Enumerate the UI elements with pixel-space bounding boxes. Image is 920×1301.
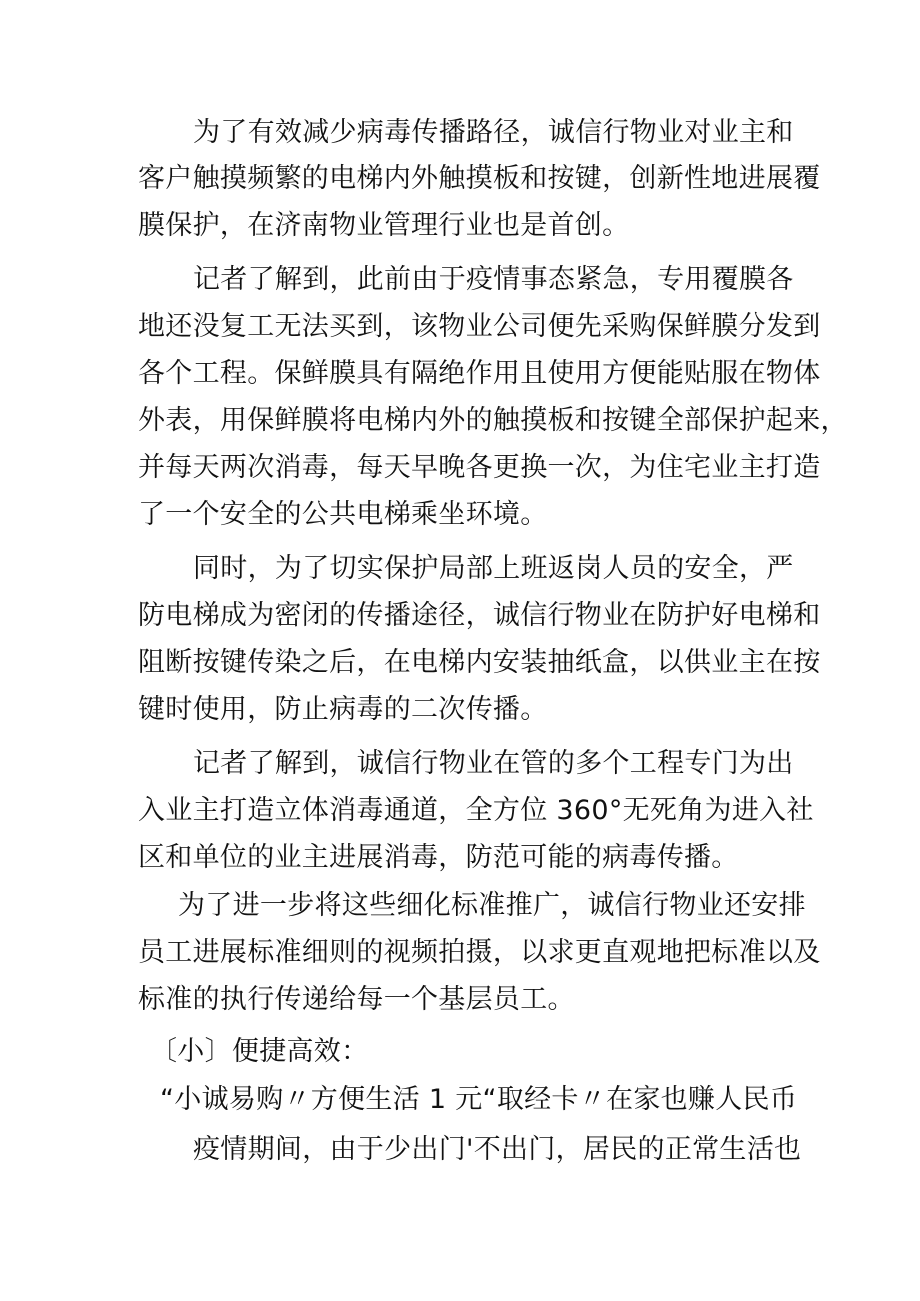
paragraph-2-line-6: 了一个安全的公共电梯乘坐环境。	[138, 499, 548, 530]
paragraph-6-line-1: 疫情期间，由于少出门'不出门，居民的正常生活也	[193, 1134, 802, 1165]
paragraph-2-line-5: 并每天两次消毒，每天早晚各更换一次，为住宅业主打造	[138, 452, 821, 483]
paragraph-4-line-2: 入业主打造立体消毒通道，全方位 360°无死角为进入社	[138, 795, 814, 826]
paragraph-5-line-1: 为了进一步将这些细化标准推广，诚信行物业还安排	[178, 890, 806, 921]
paragraph-2-line-3: 各个工程。保鲜膜具有隔绝作用且使用方便能贴服在物体	[138, 358, 821, 389]
paragraph-3-line-2: 防电梯成为密闭的传播途径，诚信行物业在防护好电梯和	[138, 600, 821, 631]
paragraph-3-line-4: 键时使用，防止病毒的二次传播。	[138, 694, 548, 725]
paragraph-4-line-3: 区和单位的业主进展消毒，防范可能的病毒传播。	[138, 842, 739, 873]
section-heading: 〔小〕便捷高效：	[150, 1036, 369, 1067]
paragraph-2-line-4: 外表，用保鲜膜将电梯内外的触摸板和按键全部保护起来，	[138, 405, 848, 436]
paragraph-3-line-3: 阻断按键传染之后，在电梯内安装抽纸盒，以供业主在按	[138, 647, 821, 678]
paragraph-1-line-3: 膜保护，在济南物业管理行业也是首创。	[138, 210, 630, 241]
subheading: “小诚易购〃方便生活 1 元“取经卡〃在家也赚人民币	[160, 1084, 798, 1115]
paragraph-2-line-1: 记者了解到，此前由于疫情事态紧急，专用覆膜各	[193, 264, 794, 295]
paragraph-1-line-1: 为了有效减少病毒传播路径，诚信行物业对业主和	[193, 117, 794, 148]
paragraph-5-line-3: 标准的执行传递给每一个基层员工。	[138, 984, 575, 1015]
paragraph-3-line-1: 同时，为了切实保护局部上班返岗人员的安全，严	[193, 553, 794, 584]
paragraph-5-line-2: 员工进展标准细则的视频拍摄，以求更直观地把标准以及	[138, 937, 821, 968]
paragraph-2-line-2: 地还没复工无法买到，该物业公司便先采购保鲜膜分发到	[138, 311, 821, 342]
paragraph-1-line-2: 客户触摸频繁的电梯内外触摸板和按键，创新性地进展覆	[138, 163, 821, 194]
paragraph-4-line-1: 记者了解到，诚信行物业在管的多个工程专门为出	[193, 748, 794, 779]
